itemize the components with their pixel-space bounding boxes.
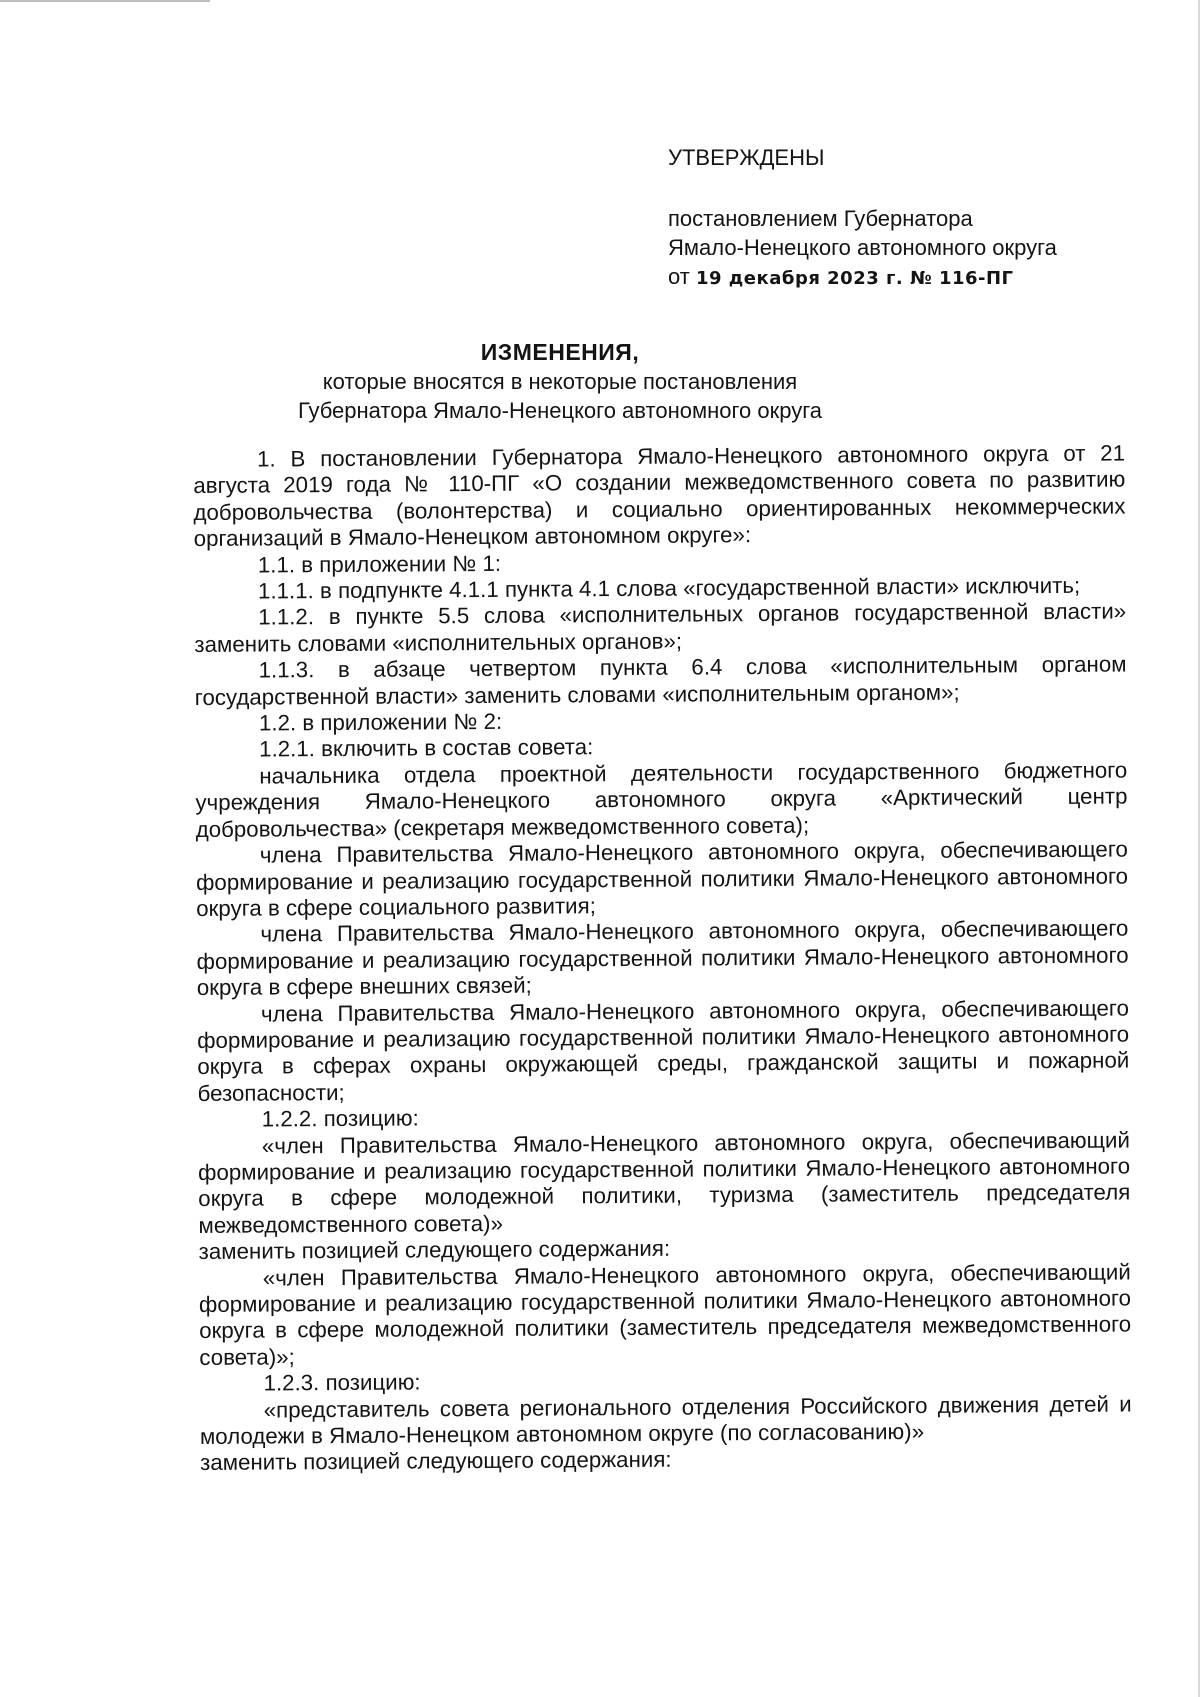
approval-line-1: постановлением Губернатора bbox=[668, 206, 973, 231]
paragraph-member-secretary: начальника отдела проектной деятельности государственного бюджетного учреждения Ямало-Ненецкого автономного округа «Арктический центр добровольчества» (секретаря межведомственного совета); bbox=[195, 757, 1128, 842]
paragraph-member-social: члена Правительства Ямало-Ненецкого автономного округа, обеспечивающего формирование и реализацию государственной политики Ямало-Ненецкого автономного округа в сфере социального развития; bbox=[195, 836, 1129, 921]
approval-date-line bbox=[668, 262, 1057, 293]
paragraph-member-external: члена Правительства Ямало-Ненецкого автономного округа, обеспечивающего формирование и реализацию государственной политики Ямало-Ненецкого автономного округа в сфере внешних связей; bbox=[196, 915, 1129, 1001]
document-subtitle-2: Губернатора Ямало-Ненецкого автономного округа bbox=[298, 398, 822, 423]
paragraph-old-position-2: «представитель совета регионального отделения Российского движения детей и молодежи в Ямало-Ненецком автономном округе (по согласованию)» bbox=[199, 1391, 1132, 1450]
paragraph-1-1-2: 1.1.2. в пункте 5.5 слова «исполнительных органов государственной власти» заменить словами «исполнительных органов»; bbox=[194, 598, 1127, 657]
approval-heading: УТВЕРЖДЕНЫ bbox=[668, 145, 825, 170]
paragraph-replace-1: заменить позицией следующего содержания: bbox=[198, 1235, 671, 1265]
paragraph-new-position-1: «член Правительства Ямало-Ненецкого автономного округа, обеспечивающий формирование и реализацию государственной политики Ямало-Ненецкого автономного округа в сфере молодежной политики (заместитель председателя межведомственного совета)»; bbox=[198, 1259, 1132, 1370]
paragraph-old-position-1: «член Правительства Ямало-Ненецкого автономного округа, обеспечивающий формирование и реализацию государственной политики Ямало-Ненецкого автономного округа в сфере молодежной политики, туризма (заместитель председателя межведомственного совета)» bbox=[197, 1127, 1131, 1238]
paragraph-1-2-1: 1.2.1. включить в состав совета: bbox=[259, 734, 594, 763]
paragraph-1-2-2: 1.2.2. позицию: bbox=[261, 1105, 419, 1132]
approval-line-2: Ямало-Ненецкого автономного округа bbox=[668, 235, 1057, 260]
paragraph-1-2: 1.2. в приложении № 2: bbox=[258, 708, 503, 736]
paragraph-1: 1. В постановлении Губернатора Ямало-Ненецкого автономного округа от 21 августа 2019 года № 110-ПГ «О создании межведомственного совета по развитию добровольчества (волонтерства) и социально ориентированных некоммерческих организаций в Ямало-Ненецком автономном округе»: bbox=[193, 440, 1126, 552]
document-body bbox=[193, 440, 1132, 1476]
paragraph-1-1-3: 1.1.3. в абзаце четвертом пункта 6.4 слова «исполнительным органом государственной власти» заменить словами «исполнительным органом»; bbox=[194, 651, 1127, 710]
document-title-block bbox=[200, 338, 920, 425]
approval-date-prefix: от bbox=[668, 264, 690, 289]
approval-block bbox=[668, 143, 1057, 293]
paragraph-1-1-1: 1.1.1. в подпункте 4.1.1 пункта 4.1 слова «государственной власти» исключить; bbox=[257, 572, 1081, 604]
paragraph-member-environment: члена Правительства Ямало-Ненецкого автономного округа, обеспечивающего формирование и реализацию государственной политики Ямало-Ненецкого автономного округа в сферах охраны окружающей среды, гражданской защиты и пожарной безопасности; bbox=[197, 995, 1130, 1106]
document-title: ИЗМЕНЕНИЯ, bbox=[480, 339, 640, 365]
paragraph-1-1: 1.1. в приложении № 1: bbox=[257, 550, 502, 578]
scan-edge-top bbox=[0, 0, 210, 2]
approval-date-value: 19 декабря 2023 г. № 116-ПГ bbox=[695, 268, 1014, 289]
document-subtitle-1: которые вносятся в некоторые постановления bbox=[322, 369, 798, 394]
paragraph-1-2-3: 1.2.3. позицию: bbox=[263, 1369, 421, 1396]
paragraph-replace-2: заменить позицией следующего содержания: bbox=[200, 1447, 672, 1476]
